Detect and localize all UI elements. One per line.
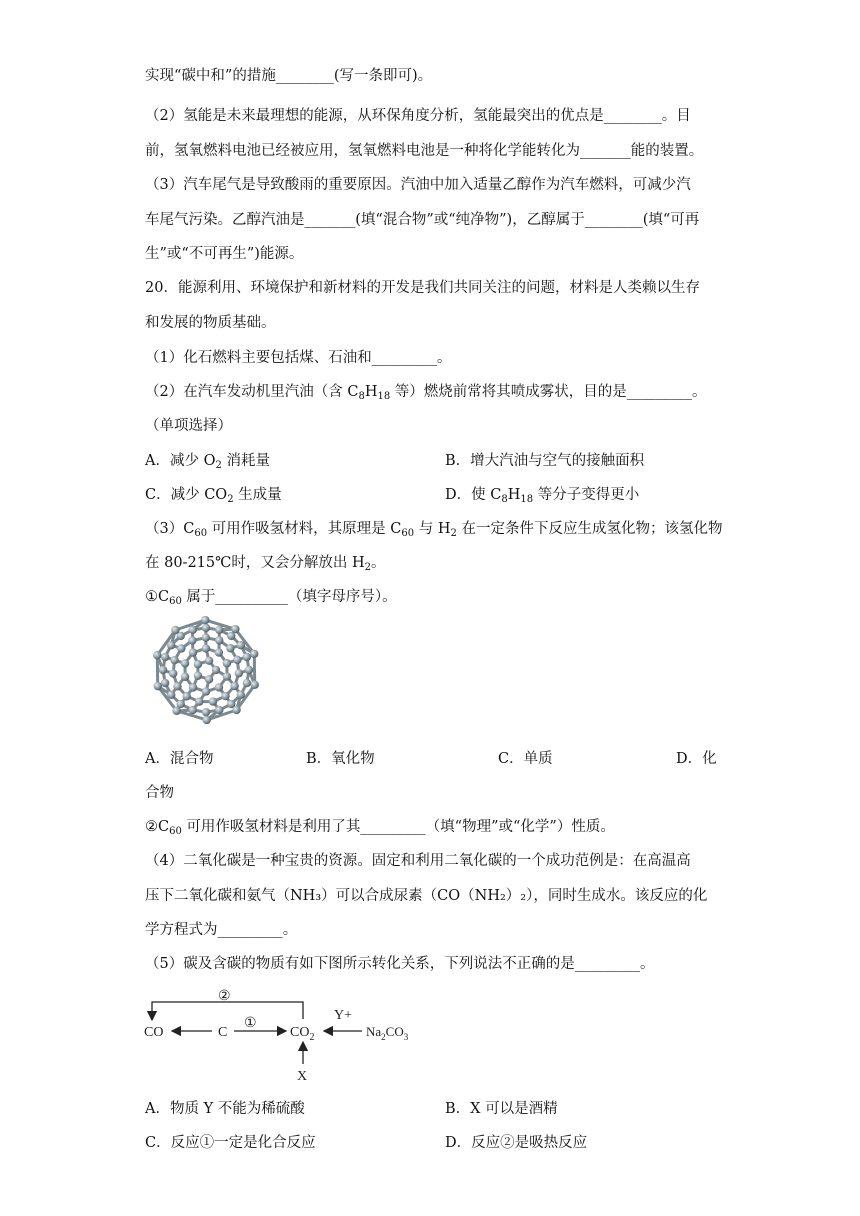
carbon-atom [226,644,234,652]
carbon-atom [233,656,241,664]
carbon-atom [243,679,251,687]
option-5d: D．反应②是吸热反应 [445,1135,588,1151]
carbon-atom [221,692,229,700]
paragraph-carbon-neutral: 实现“碳中和”的措施________(写一条即可)。 [145,68,433,84]
carbon-atom [188,636,196,644]
carbon-atom [170,656,178,664]
q20-part-3-line-1: $(3)C_{60}$ 可用作吸氢材料，其原理是 $C_{60}$ 与 $H_2$ 在一定条件下反应生成氢化物；该氢化物 [145,521,723,539]
carbon-atom [231,625,239,633]
carbon-atom [189,648,197,656]
question-20-line-1: 20．能源利用、环境保护和新材料的开发是我们共同关注的问题，材料是人类赖以生存 [145,280,700,296]
carbon-atom [172,707,180,715]
label-x: X [297,1069,308,1084]
carbon-atom [194,672,202,680]
arrow-2 [152,1002,303,1020]
carbon-atom [167,691,175,699]
q20-part-3-line-2: 在 80-215℃时，又会分解放出 $H_2$。 [145,555,386,573]
carbon-atom [250,650,258,658]
carbon-atom [205,656,213,664]
carbon-atom [251,681,259,689]
carbon-atom [215,626,223,634]
carbon-atom [153,651,161,659]
carbon-atom [245,666,253,674]
option-2b: B．增大汽油与空气的接触面积 [445,453,645,469]
carbon-atom [195,697,203,705]
carbon-atom [202,624,210,632]
carbon-atom [169,669,177,677]
question-20-line-2: 和发展的物质基础。 [145,315,276,331]
carbon-atom [215,636,223,644]
carbon-atom [215,648,223,656]
label-co: CO [144,1025,164,1040]
q3-line-3: 生”或“不可再生”)能源。 [145,246,304,262]
q20-part-3-sub-2: $②C_{60}$ 可用作吸氢材料是利用了其_________（填“物理”或“化学”）性质。 [145,819,615,837]
q20-part-1: （1）化石燃料主要包括煤、石油和_________。 [145,350,452,366]
carbon-atom [223,672,231,680]
carbon-atom [212,666,220,674]
q3-line-1: （3）汽车尾气是导致酸雨的重要原因。汽油中加入适量乙醇作为汽车燃料，可减少汽 [145,177,691,193]
carbon-atom [183,692,191,700]
carbon-atom [194,660,202,668]
carbon-atom [205,675,213,683]
q20-part-4-line-3: 学方程式为_________。 [145,922,298,938]
option-3d: D．化 [676,751,717,767]
carbon-atom [189,683,197,691]
label-na2co3: $Na_2CO_3$ [366,1024,409,1042]
carbon-atom [223,659,231,667]
carbon-atom [230,682,238,690]
option-5a: A．物质 Y 不能为稀硫酸 [145,1101,305,1117]
carbon-atom [154,682,162,690]
carbon-atom [181,673,189,681]
carbon-atom [177,644,185,652]
label-c: C [218,1025,228,1040]
carbon-atom [167,641,175,649]
q2-line-1: （2）氢能是未来最理想的能源，从环保角度分析，氢能最突出的优点是________。目 [145,108,691,124]
carbon-atom [243,653,251,661]
carbon-atom [203,716,211,724]
label-reaction-2: ② [218,989,231,1004]
q20-part-5: （5）碳及含碳的物质有如下图所示转化关系，下列说法不正确的是_________。 [145,956,655,972]
carbon-atom [215,683,223,691]
carbon-conversion-diagram [140,984,430,1084]
carbon-atom [237,691,245,699]
carbon-atom [215,706,223,714]
carbon-atom [159,666,167,674]
label-co2: $CO_2$ [290,1025,315,1043]
q20-part-2: （2）在汽车发动机里汽油（含 $C_8H_{18}$ 等）燃烧前常将其喷成雾状，目的是_________。 [145,384,707,402]
carbon-atom [209,697,217,705]
carbon-atom [181,659,189,667]
carbon-atom [232,706,240,714]
q20-part-2-note: （单项选择） [145,418,232,434]
carbon-atom [202,708,210,716]
carbon-atom [202,644,210,652]
c60-molecule-image [148,612,264,728]
carbon-atom [161,679,169,687]
option-2c: C．减少 $CO_2$ 生成量 [145,487,282,505]
carbon-atom [173,682,181,690]
q3-line-2: 车尾气污染。乙醇汽油是_______(填“混合物”或“纯净物”)，乙醇属于________(填“可再 [145,212,700,228]
label-y: Y+ [334,1008,353,1023]
option-5c: C．反应①一定是化合反应 [145,1135,316,1151]
carbon-atom [189,706,197,714]
carbon-atom [201,616,209,624]
option-3d-continued: 合物 [145,785,174,801]
q20-part-4-line-2: 压下二氧化碳和氨气（NH₃）可以合成尿素（CO（NH₂）₂），同时生成水。该反应的化 [145,888,708,904]
option-5b: B．X 可以是酒精 [445,1101,558,1117]
carbon-atom [161,653,169,661]
label-reaction-1: ① [244,1016,257,1031]
option-2d: D．使 $C_8H_{18}$ 等分子变得更小 [445,487,640,505]
carbon-atom [202,633,210,641]
carbon-atom [237,641,245,649]
q20-part-3-sub-1: $①C_{60}$ 属于__________（填字母序号）。 [145,589,397,607]
option-3b: B．氧化物 [306,751,375,767]
option-3a: A．混合物 [145,751,214,767]
q20-part-4-line-1: （4）二氧化碳是一种宝贵的资源。固定和利用二氧化碳的一个成功范例是：在高温高 [145,853,691,869]
carbon-atom [235,669,243,677]
option-3c: C．单质 [498,751,553,767]
option-2a: A．减少 $O_2$ 消耗量 [145,453,270,471]
carbon-atom [171,626,179,634]
carbon-atom [189,626,197,634]
carbon-atom [202,687,210,695]
q2-line-2: 前，氢氧燃料电池已经被应用，氢氧燃料电池是一种将化学能转化为_______能的装置。 [145,143,704,159]
